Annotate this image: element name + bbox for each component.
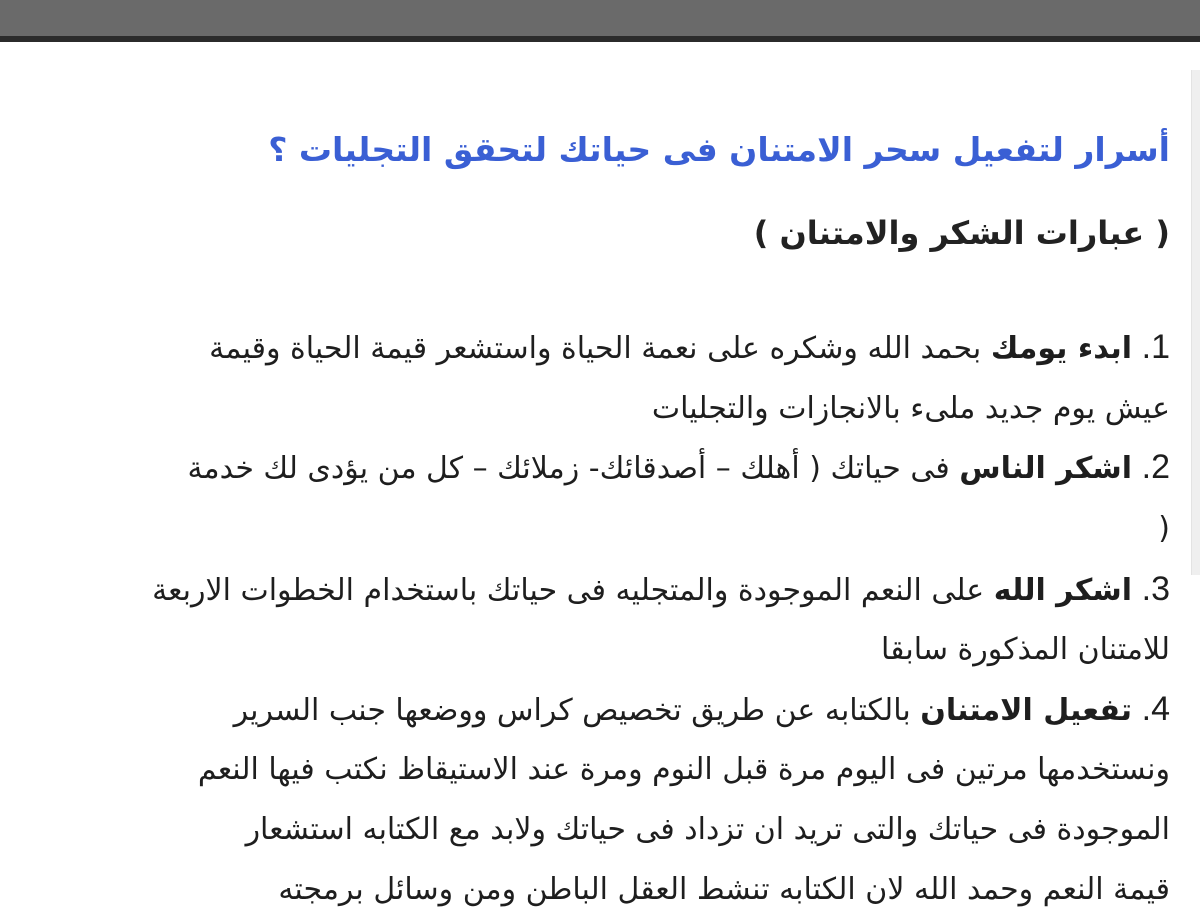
- list-item-3-lead: اشكر الله: [993, 573, 1133, 608]
- list-item-4-continuation-3: قيمة النعم وحمد الله لان الكتابه تنشط العقل الباطن ومن وسائل برمجته: [278, 872, 1170, 907]
- list-item-2-text: فى حياتك ( أهلك – أصدقائك- زملائك – كل من يؤدى لك خدمة: [187, 451, 950, 486]
- list-item-3-number: 3.: [1141, 570, 1170, 608]
- list-item-2-number: 2.: [1141, 448, 1170, 486]
- list-item-4-continuation-2: الموجودة فى حياتك والتى تريد ان تزداد فى حياتك ولابد مع الكتابه استشعار: [245, 812, 1170, 847]
- list-item-3-continuation-1: للامتنان المذكورة سابقا: [881, 632, 1170, 667]
- list-item-4-text: بالكتابه عن طريق تخصيص كراس ووضعها جنب السرير: [233, 693, 911, 728]
- document-subtitle: ( عبارات الشكر والامتنان ): [753, 214, 1170, 252]
- list-item-2-lead: اشكر الناس: [959, 451, 1133, 486]
- list-item-4-continuation-1: ونستخدمها مرتين فى اليوم مرة قبل النوم ومرة عند الاستيقاظ نكتب فيها النعم: [197, 752, 1170, 787]
- document-title: أسرار لتفعيل سحر الامتنان فى حياتك لتحقق التجليات ؟: [268, 130, 1170, 169]
- list-item-4-number: 4.: [1141, 690, 1170, 728]
- list-item-1: [20, 323, 1170, 373]
- list-item-1-text: بحمد الله وشكره على نعمة الحياة واستشعر قيمة الحياة وقيمة: [209, 331, 982, 366]
- list-item-1-continuation-1: عيش يوم جديد ملىء بالانجازات والتجليات: [651, 391, 1170, 426]
- list-item-4-lead: تفعيل الامتنان: [920, 693, 1133, 728]
- list-item-1-lead: ابدء يومك: [990, 331, 1133, 366]
- list-item-1-number: 1.: [1141, 328, 1170, 366]
- list-item-2-continuation-1: ): [1158, 511, 1170, 546]
- list-item-4: [20, 685, 1170, 735]
- list-item-3-text: على النعم الموجودة والمتجليه فى حياتك باستخدام الخطوات الاربعة: [152, 573, 985, 608]
- list-item-3: [20, 565, 1170, 615]
- list-item-2: [20, 443, 1170, 493]
